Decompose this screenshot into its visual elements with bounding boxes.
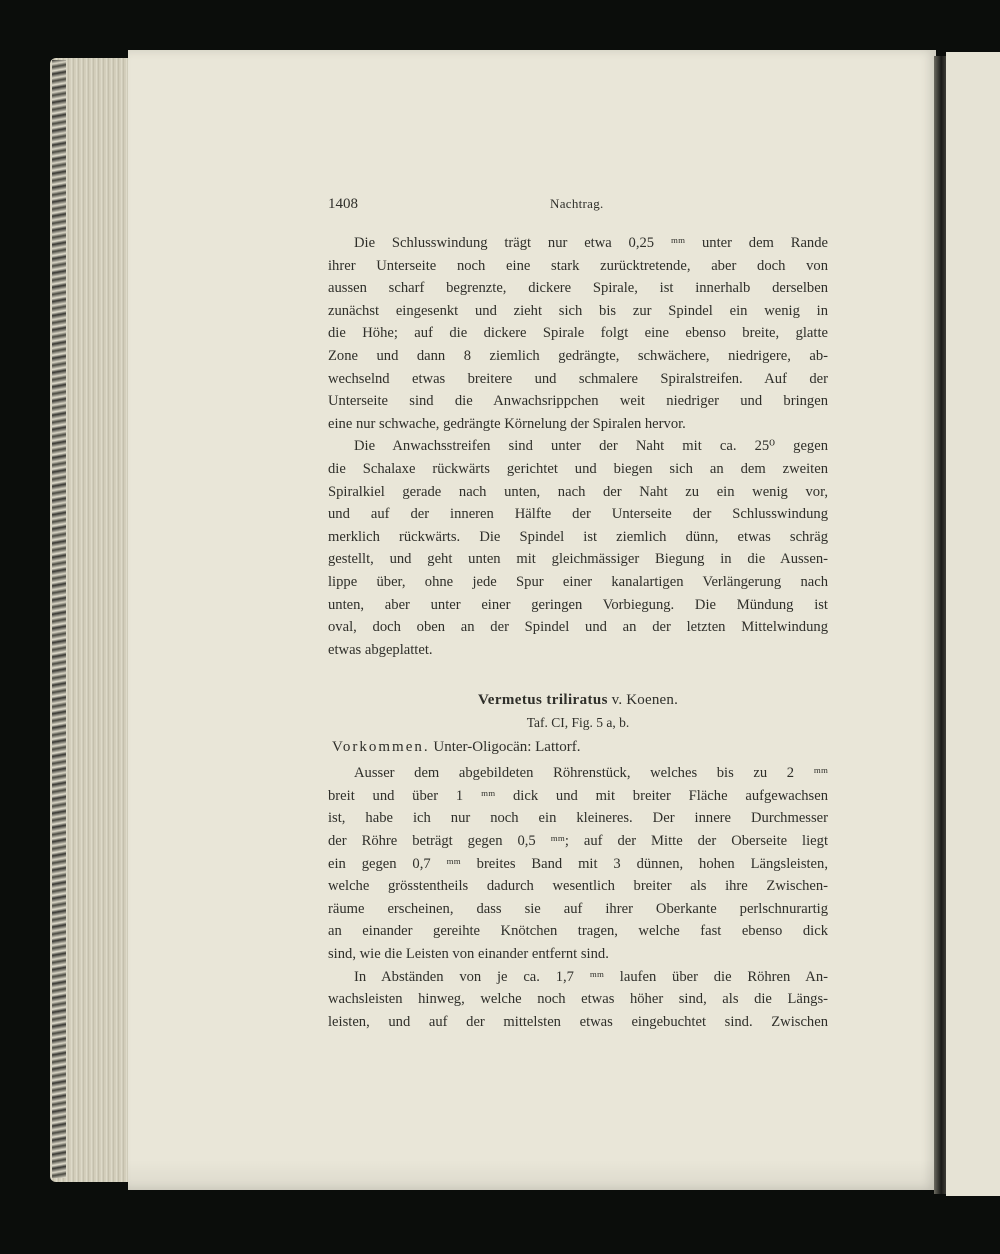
paragraph-top-1 xyxy=(328,232,828,435)
text-line: breit und über 1 ᵐᵐ dick und mit breiter Fläche aufgewachsen xyxy=(328,787,828,804)
text-line: wachsleisten hinweg, welche noch etwas höher sind, als die Längs- xyxy=(328,991,828,1008)
text-line: eine nur schwache, gedrängte Körnelung der Spiralen hervor. xyxy=(328,415,686,432)
plate-reference: Taf. CI, Fig. 5 a, b. xyxy=(526,715,630,731)
text-line: merklich rückwärts. Die Spindel ist ziemlich dünn, etwas schräg xyxy=(328,528,828,545)
text-line: die Höhe; auf die dickere Spirale folgt eine ebenso breite, glatte xyxy=(328,325,828,342)
text-line: und auf der inneren Hälfte der Unterseite der Schlusswindung xyxy=(328,506,828,523)
text-line: leisten, und auf der mittelsten etwas eingebuchtet sind. Zwischen xyxy=(328,1013,828,1030)
text-line: ihrer Unterseite noch eine stark zurücktretende, aber doch von xyxy=(328,257,828,274)
text-line: räume erscheinen, dass sie auf ihrer Oberkante perlschnurartig xyxy=(328,900,828,917)
text-line: etwas abgeplattet. xyxy=(328,641,433,658)
text-line: ist, habe ich nur noch ein kleineres. Der innere Durchmesser xyxy=(328,810,828,827)
text-line: Unterseite sind die Anwachsrippchen weit niedriger und bringen xyxy=(328,393,828,410)
occurrence-value: Unter-Oligocän: Lattorf. xyxy=(433,739,581,756)
paragraph-bottom-2 xyxy=(328,966,828,1034)
text-line: die Schalaxe rückwärts gerichtet und biegen sich an dem zweiten xyxy=(328,460,828,477)
page-text xyxy=(328,196,828,1033)
text-line: aussen scharf begrenzte, dickere Spirale, ist innerhalb derselben xyxy=(328,280,828,297)
text-line: lippe über, ohne jede Spur einer kanalartigen Verlängerung nach xyxy=(328,573,828,590)
text-line: Die Anwachsstreifen sind unter der Naht mit ca. 25⁰ gegen xyxy=(354,438,828,455)
text-line: oval, doch oben an der Spindel und an der letzten Mittelwindung xyxy=(328,619,828,636)
paragraph-top-2 xyxy=(328,435,828,661)
text-line: wechselnd etwas breitere und schmalere Spiralstreifen. Auf der xyxy=(328,370,828,387)
text-line: ein gegen 0,7 ᵐᵐ breites Band mit 3 dünnen, hohen Längsleisten, xyxy=(328,855,828,872)
text-line: Spiralkiel gerade nach unten, nach der Naht zu ein wenig vor, xyxy=(328,483,828,500)
text-line: an einander gereihte Knötchen tragen, welche fast ebenso dick xyxy=(328,923,828,940)
occurrence xyxy=(328,736,828,758)
text-line: unten, aber unter einer geringen Vorbiegung. Die Mündung ist xyxy=(328,596,828,613)
text-line: zunächst eingesenkt und zieht sich bis zur Spindel ein wenig in xyxy=(328,302,828,319)
text-line: Die Schlusswindung trägt nur etwa 0,25 ᵐᵐ unter dem Rande xyxy=(354,235,828,251)
running-title: Nachtrag. xyxy=(550,196,604,211)
species-heading xyxy=(328,689,828,711)
book-gutter xyxy=(934,56,946,1194)
text-line: In Abständen von je ca. 1,7 ᵐᵐ laufen über die Röhren An- xyxy=(354,968,828,985)
page-number: 1408 xyxy=(328,196,358,212)
text-line: gestellt, und geht unten mit gleichmässiger Biegung in die Aussen- xyxy=(328,551,828,568)
paragraph-bottom-1 xyxy=(328,762,828,965)
right-page-edge xyxy=(946,52,1000,1196)
running-head xyxy=(328,196,828,220)
text-line: Zone und dann 8 ziemlich gedrängte, schwächere, niedrigere, ab- xyxy=(328,347,828,364)
text-line: welche grösstentheils dadurch wesentlich breiter als ihre Zwischen- xyxy=(328,878,828,895)
text-line: Ausser dem abgebildeten Röhrenstück, welches bis zu 2 ᵐᵐ xyxy=(354,765,828,782)
text-line: der Röhre beträgt gegen 0,5 ᵐᵐ; auf der Mitte der Oberseite liegt xyxy=(328,833,828,850)
marbled-edge xyxy=(52,60,66,1178)
text-line: sind, wie die Leisten von einander entfernt sind. xyxy=(328,946,609,963)
species-author: v. Koenen. xyxy=(611,692,679,709)
page-shadow xyxy=(128,1160,936,1190)
occurrence-label: Vorkommen. xyxy=(332,739,430,756)
species-name: Vermetus triliratus xyxy=(477,692,608,709)
